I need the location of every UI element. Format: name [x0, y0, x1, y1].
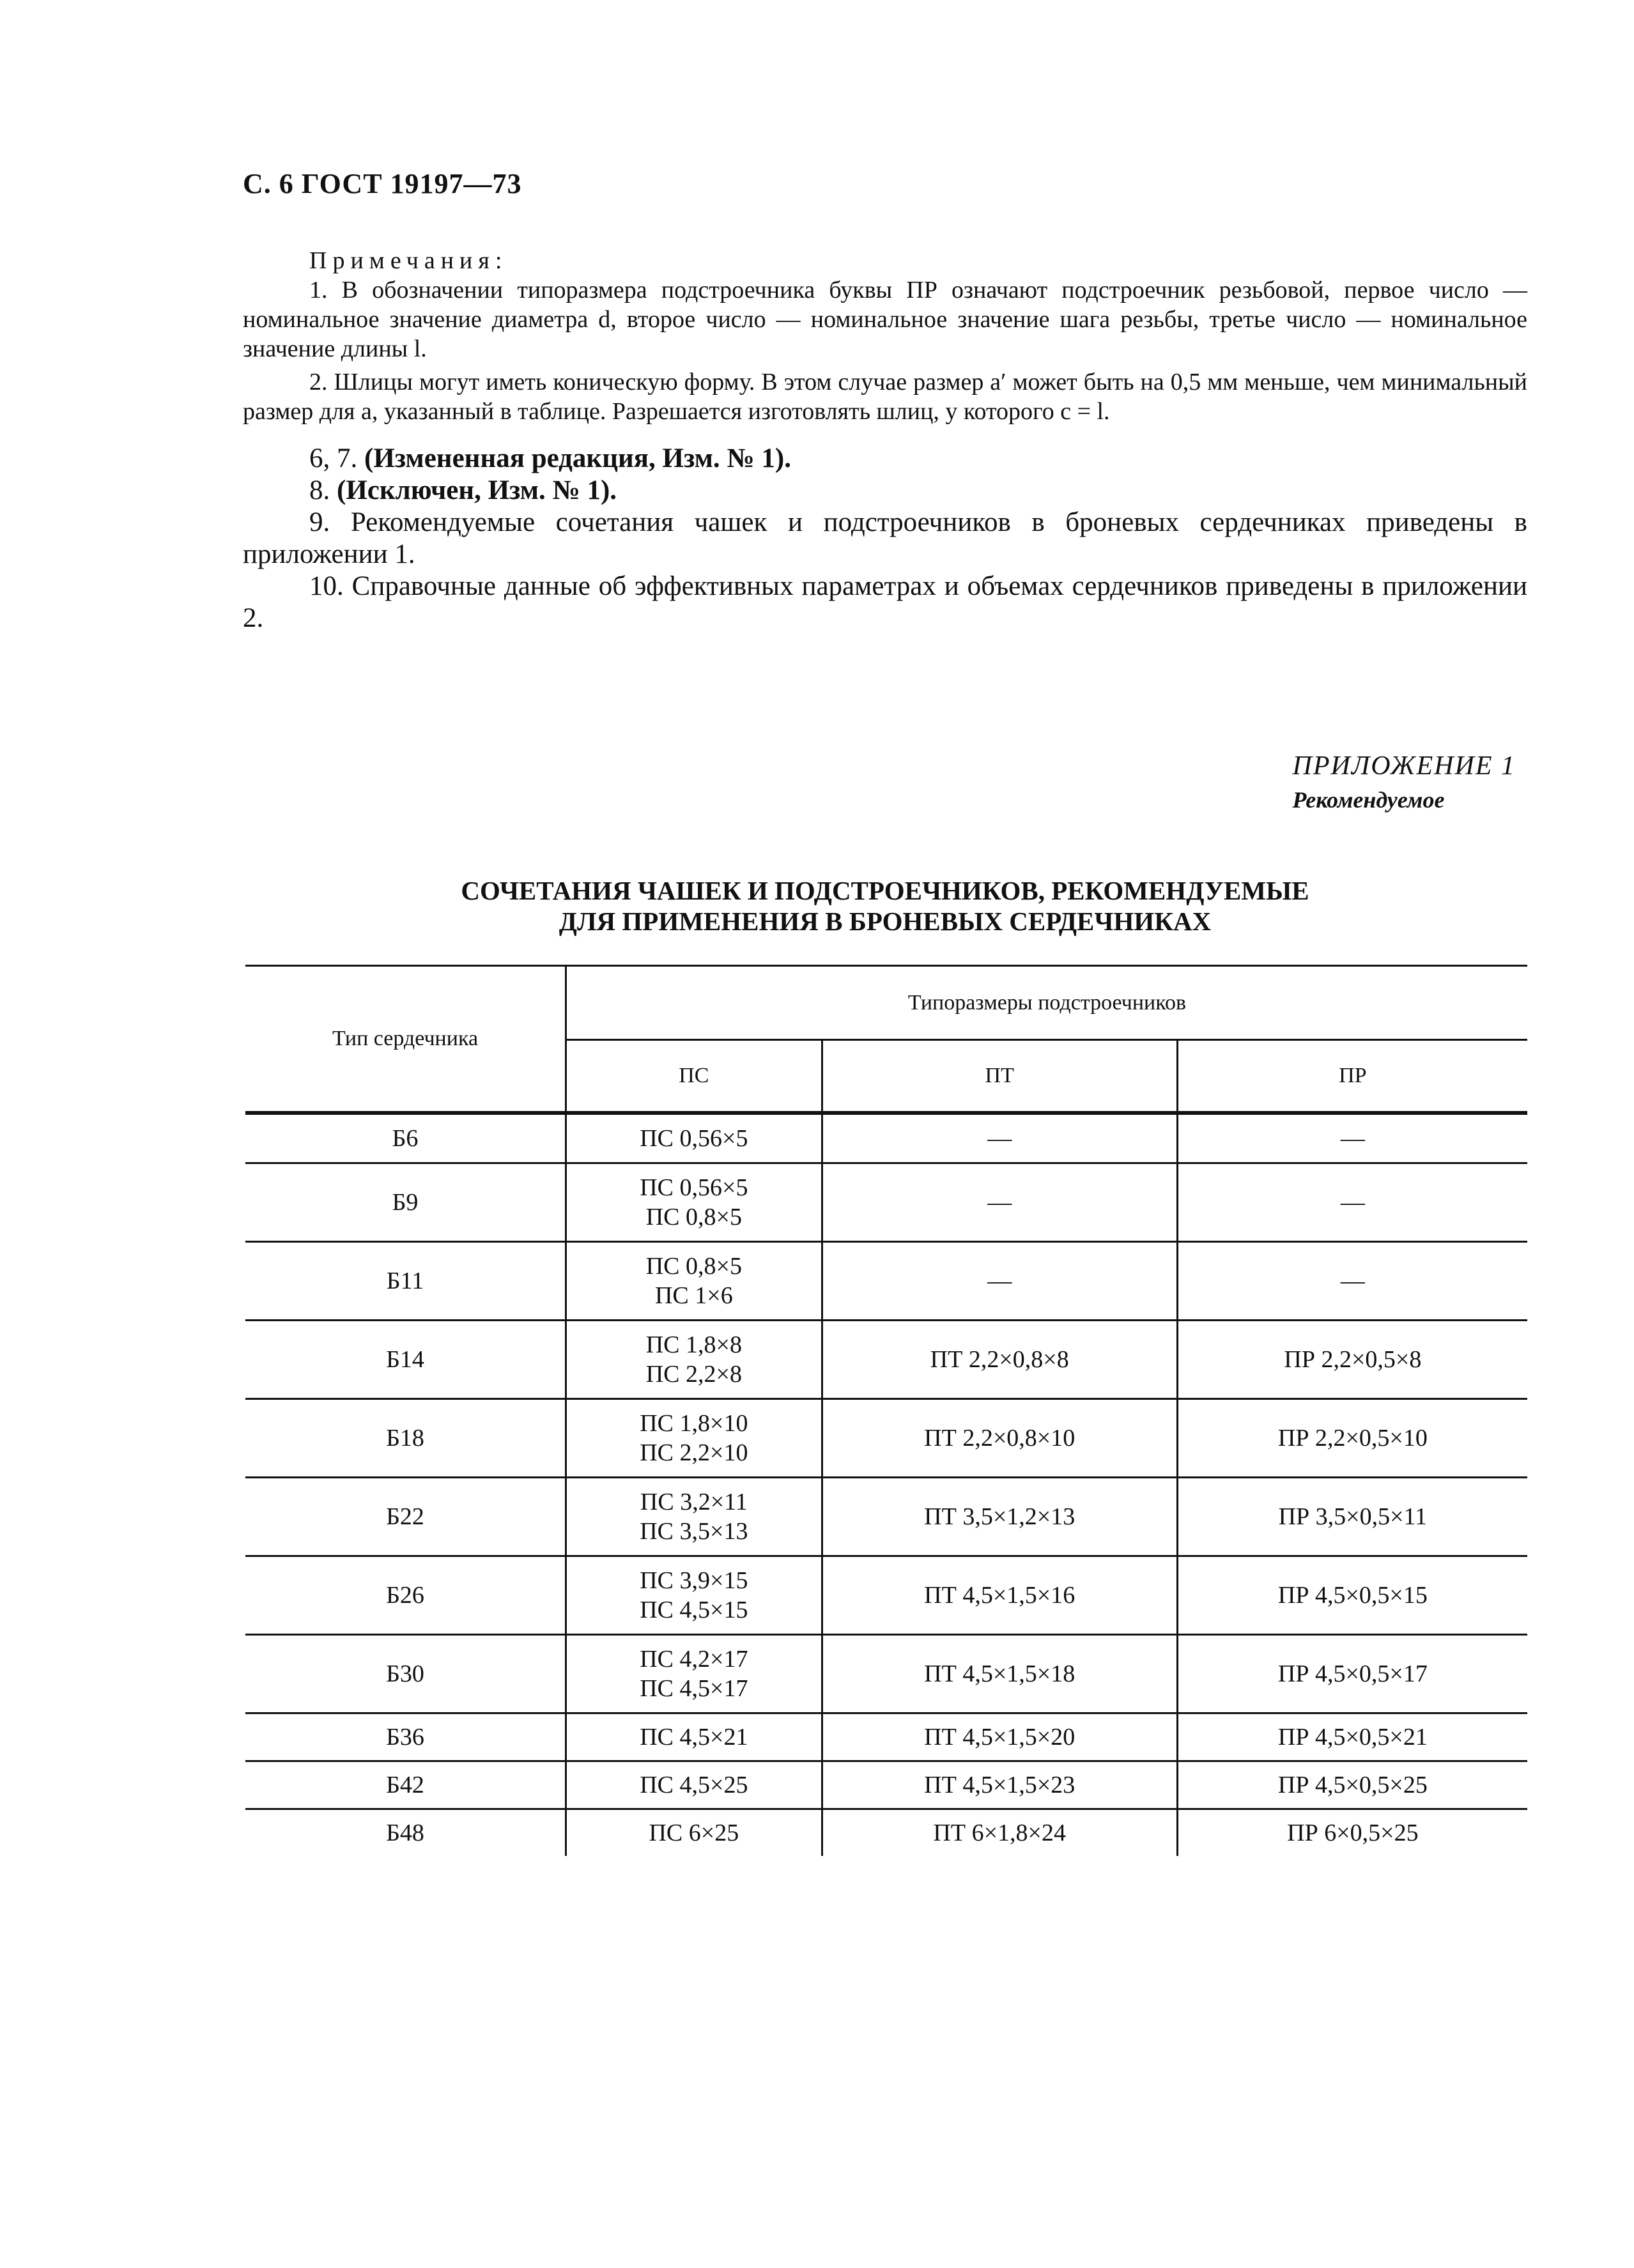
- cell-ps-line: ПС 2,2×10: [640, 1439, 748, 1466]
- cell-pt: ПТ 4,5×1,5×23: [822, 1761, 1177, 1809]
- cell-ps-line: ПС 3,2×11: [640, 1489, 748, 1515]
- combinations-table: [245, 965, 1527, 1856]
- cell-ps: [566, 1242, 822, 1321]
- table-row: [245, 1478, 1527, 1556]
- cell-pr: ПР 6×0,5×25: [1287, 1820, 1419, 1846]
- cell-ps-line: ПС 0,8×5: [645, 1253, 742, 1280]
- cell-ps: [566, 1556, 822, 1635]
- table-title-line-1: СОЧЕТАНИЯ ЧАШЕК И ПОДСТРОЕЧНИКОВ, РЕКОМЕНДУЕМЫЕ: [461, 876, 1309, 905]
- cell-ps: [566, 1713, 822, 1761]
- cell-core-type: Б22: [245, 1478, 566, 1556]
- notes-heading: Примечания:: [309, 247, 508, 274]
- cell-pt: ПТ 2,2×0,8×8: [822, 1321, 1177, 1399]
- table-row: [245, 1242, 1527, 1321]
- paragraph-8: [243, 475, 1527, 507]
- cell-pt: ПТ 4,5×1,5×20: [822, 1713, 1177, 1761]
- cell-pr: ПР 3,5×0,5×11: [1177, 1478, 1527, 1556]
- cell-pt: —: [822, 1163, 1177, 1242]
- cell-pt: ПТ 4,5×1,5×16: [822, 1556, 1177, 1635]
- cell-pr: ПР 4,5×0,5×17: [1177, 1635, 1527, 1713]
- cell-ps-line: ПС 0,8×5: [645, 1204, 742, 1230]
- header-trimmer-sizes: Типоразмеры подстроечников: [566, 966, 1528, 1040]
- cell-pr: ПР 4,5×0,5×25: [1177, 1761, 1527, 1809]
- cell-ps-line: ПС 1,8×8: [645, 1331, 742, 1358]
- cell-ps: [566, 1399, 822, 1478]
- cell-ps-line: ПС 6×25: [649, 1820, 739, 1846]
- appendix-label: [1293, 751, 1516, 813]
- appendix-subtitle: Рекомендуемое: [1292, 787, 1445, 813]
- cell-pt: ПТ 3,5×1,2×13: [822, 1478, 1177, 1556]
- cell-core-type: Б6: [245, 1113, 566, 1163]
- cell-ps: [566, 1635, 822, 1713]
- cell-pr: —: [1177, 1163, 1527, 1242]
- cell-core-type: Б18: [245, 1399, 566, 1478]
- main-paragraphs: [243, 443, 1527, 634]
- header-pr: ПР: [1177, 1040, 1527, 1114]
- cell-pt: —: [822, 1113, 1177, 1163]
- paragraph-6-7-amendment: (Измененная редакция, Изм. № 1).: [364, 443, 791, 473]
- cell-ps-line: ПС 4,5×17: [640, 1675, 748, 1702]
- table-row: [245, 1113, 1527, 1163]
- cell-core-type: Б48: [245, 1809, 566, 1857]
- cell-ps-line: ПС 4,5×21: [640, 1724, 748, 1751]
- cell-ps-line: ПС 4,2×17: [640, 1646, 748, 1673]
- header-pt: ПТ: [822, 1040, 1177, 1114]
- table-row: [245, 1809, 1527, 1857]
- cell-pr: ПР 4,5×0,5×21: [1177, 1713, 1527, 1761]
- cell-ps-line: ПС 0,56×5: [640, 1174, 748, 1201]
- table-row: [245, 1163, 1527, 1242]
- cell-core-type: Б14: [245, 1321, 566, 1399]
- table-title-line-2: ДЛЯ ПРИМЕНЕНИЯ В БРОНЕВЫХ СЕРДЕЧНИКАХ: [559, 907, 1212, 936]
- cell-ps-line: ПС 4,5×25: [640, 1772, 748, 1798]
- cell-pt: —: [822, 1242, 1177, 1321]
- paragraph-8-number: 8.: [309, 475, 330, 505]
- cell-pt: ПТ 4,5×1,5×18: [822, 1635, 1177, 1713]
- page-header: С. 6 ГОСТ 19197—73: [243, 168, 522, 199]
- table-row: [245, 1713, 1527, 1761]
- cell-pt: ПТ 6×1,8×24: [822, 1809, 1177, 1857]
- cell-pt: ПТ 2,2×0,8×10: [822, 1399, 1177, 1478]
- cell-core-type: Б9: [245, 1163, 566, 1242]
- cell-core-type: Б26: [245, 1556, 566, 1635]
- paragraph-8-amendment: (Исключен, Изм. № 1).: [337, 475, 617, 505]
- paragraph-10: 10. Справочные данные об эффективных параметрах и объемах сердечников приведены в приложении 2.: [243, 571, 1527, 633]
- table-row: [245, 1761, 1527, 1809]
- notes-block: [243, 246, 1527, 430]
- cell-ps-line: ПС 0,56×5: [640, 1125, 748, 1152]
- cell-ps-line: ПС 4,5×15: [640, 1597, 748, 1623]
- appendix-title: ПРИЛОЖЕНИЕ 1: [1292, 751, 1516, 781]
- cell-ps-line: ПС 3,9×15: [640, 1567, 748, 1594]
- cell-pr: ПР 4,5×0,5×15: [1177, 1556, 1527, 1635]
- table-title: [243, 875, 1527, 937]
- header-ps: ПС: [566, 1040, 822, 1114]
- cell-ps-line: ПС 1,8×10: [640, 1410, 748, 1437]
- paragraph-6-7: [243, 443, 1527, 475]
- cell-pr: ПР 2,2×0,5×8: [1177, 1321, 1527, 1399]
- cell-ps: [566, 1478, 822, 1556]
- note-item-1: 1. В обозначении типоразмера подстроечника буквы ПР означают подстроечник резьбовой, первое число — номинальное значение диаметра d, второе число — номинальное значение шага резьбы, третье число — номинальное значение длины l.: [243, 277, 1527, 362]
- note-item-2: 2. Шлицы могут иметь коническую форму. В этом случае размер a′ может быть на 0,5 мм меньше, чем минимальный размер для a, указанный в таблице. Разрешается изготовлять шлиц, у которого c = l.: [243, 369, 1527, 425]
- cell-core-type: Б30: [245, 1635, 566, 1713]
- cell-pr: —: [1177, 1113, 1527, 1163]
- cell-ps: [566, 1761, 822, 1809]
- cell-core-type: Б36: [245, 1713, 566, 1761]
- cell-core-type: Б11: [245, 1242, 566, 1321]
- table-row: [245, 1556, 1527, 1635]
- table-row: [245, 1635, 1527, 1713]
- cell-core-type: Б42: [245, 1761, 566, 1809]
- cell-ps: [566, 1113, 822, 1163]
- cell-pr: ПР 2,2×0,5×10: [1177, 1399, 1527, 1478]
- header-core-type: Тип сердечника: [245, 966, 566, 1114]
- cell-ps: [566, 1809, 822, 1857]
- cell-ps: [566, 1163, 822, 1242]
- cell-pr: —: [1177, 1242, 1527, 1321]
- cell-ps-line: ПС 3,5×13: [640, 1518, 748, 1545]
- table-row: [245, 1399, 1527, 1478]
- table-row: [245, 1321, 1527, 1399]
- cell-ps-line: ПС 1×6: [654, 1282, 733, 1309]
- paragraph-9: 9. Рекомендуемые сочетания чашек и подстроечников в броневых сердечниках приведены в приложении 1.: [243, 507, 1527, 569]
- cell-ps-line: ПС 2,2×8: [645, 1361, 742, 1388]
- cell-ps: [566, 1321, 822, 1399]
- paragraph-6-7-number: 6, 7.: [309, 443, 358, 473]
